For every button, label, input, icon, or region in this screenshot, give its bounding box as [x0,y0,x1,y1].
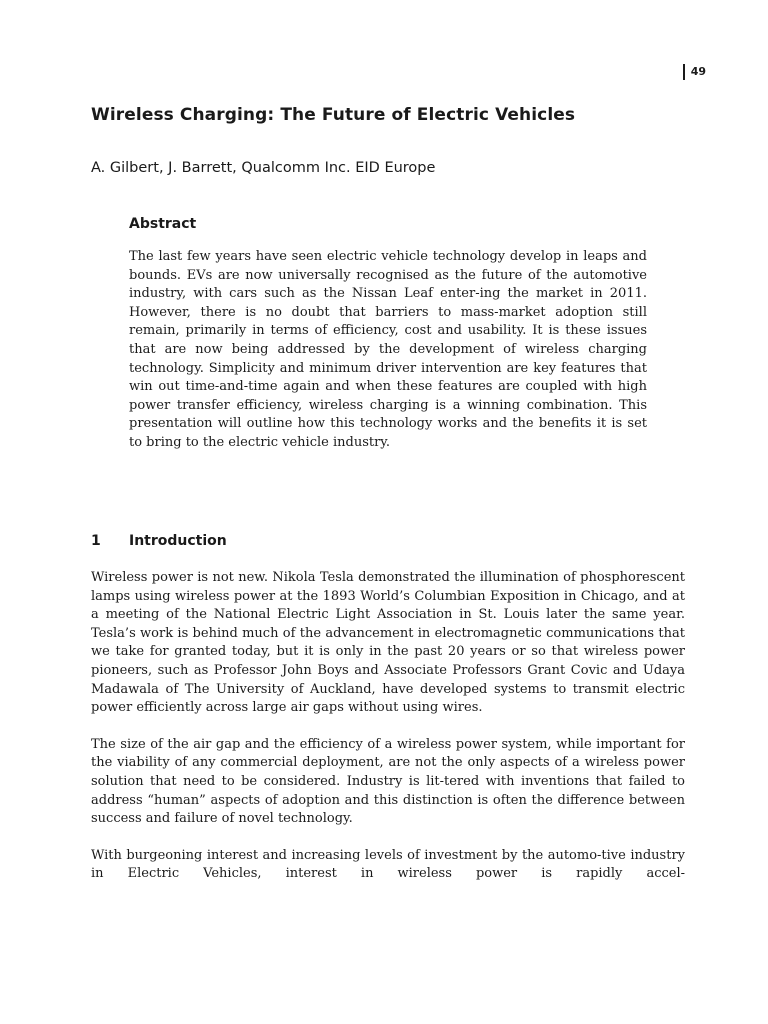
page-number-rule [683,64,685,80]
page-header [683,64,706,80]
section-title: Introduction [129,533,227,549]
abstract-heading: Abstract [129,216,197,232]
abstract-section [129,213,647,453]
authors-line: A. Gilbert, J. Barrett, Qualcomm Inc. EID Europe [91,160,436,176]
section-heading [91,530,227,552]
abstract-text: The last few years have seen electric vehicle technology develop in leaps and bounds. EVs are now universally recognised as the future of the automotive industry, with cars such as the Nissan Leaf enter-ing the market in 2011. However, there is no doubt that barriers to mass-market adoption still remain, primarily in terms of efficiency, cost and usability. It is these issues that are now being addressed by the development of wireless charging technology. Simplicity and minimum driver intervention are key features that win out time-and-time again and when these features are coupled with high power transfer efficiency, wireless charging is a winning combination. This presentation will outline how this technology works and the benefits it is set to bring to the electric vehicle industry. [129,249,647,450]
body-paragraph: With burgeoning interest and increasing levels of investment by the automo-tive industry in Electric Vehicles, interest in wireless power is rapidly accel- [91,847,685,882]
section-body [91,569,685,902]
paper-title: Wireless Charging: The Future of Electric Vehicles [91,105,576,125]
section-number: 1 [91,533,101,549]
body-paragraph: Wireless power is not new. Nikola Tesla demonstrated the illumination of phosphorescent lamps using wireless power at the 1893 World’s Columbian Exposition in Chicago, and at a meeting of the National Electric Light Association in St. Louis later the same year. Tesla’s work is behind much of the advancement in electromagnetic communications that we take for granted today, but it is only in the past 20 years or so that wireless power pioneers, such as Professor John Boys and Associate Professors Grant Covic and Udaya Madawala of The University of Auckland, have developed systems to transmit electric power efficiently across large air gaps without using wires. [91,570,685,716]
body-paragraph: The size of the air gap and the efficiency of a wireless power system, while important for the viability of any commercial deployment, are not the only aspects of a wireless power solution that need to be considered. Industry is lit-tered with inventions that failed to address “human” aspects of adoption and this distinction is often the difference between success and failure of novel technology. [91,736,685,827]
page-number: 49 [690,65,706,78]
